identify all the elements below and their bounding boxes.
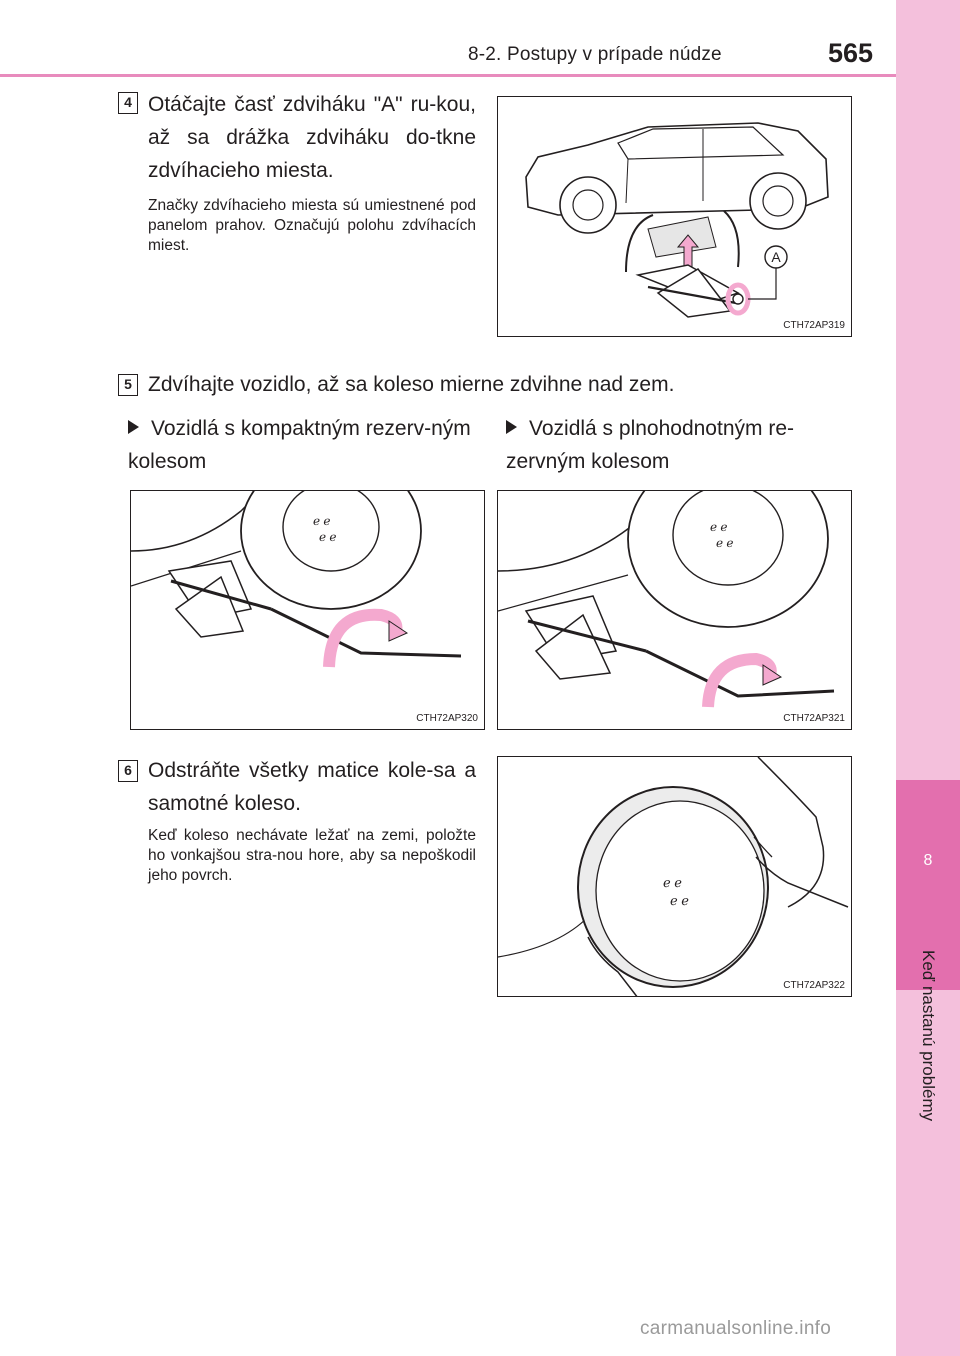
chapter-label: Keď nastanú problémy: [919, 950, 938, 1122]
option-label: Vozidlá s plnohodnotným re-zervným kolesom: [506, 417, 794, 473]
car-jack-illustration: [498, 97, 852, 337]
figure-code: CTH72AP319: [783, 320, 845, 331]
svg-text:ℯ ℯ: ℯ ℯ: [710, 520, 728, 534]
step-4-note: Značky zdvíhacieho miesta sú umiestnené pod panelom prahov. Označujú polohu zdvíhacích miest.: [148, 197, 476, 254]
triangle-bullet-icon: [128, 420, 139, 434]
figure-code: CTH72AP320: [416, 713, 478, 724]
svg-text:ℯ ℯ: ℯ ℯ: [313, 514, 331, 528]
chapter-number: 8: [923, 852, 933, 869]
option-compact-spare: [128, 412, 478, 478]
compact-jack-illustration: [131, 491, 485, 730]
figure-code: CTH72AP321: [783, 713, 845, 724]
svg-text:ℯ ℯ: ℯ ℯ: [319, 530, 337, 544]
step-6-text: Odstráňte všetky matice kole-sa a samotné koleso.: [148, 759, 476, 815]
svg-text:ℯ ℯ: ℯ ℯ: [670, 893, 689, 908]
step-6-note: Keď koleso nechávate ležať na zemi, položte ho vonkajšou stra-nou hore, aby sa nepoškodil jeho povrch.: [148, 827, 476, 884]
step-5-text: Zdvíhajte vozidlo, až sa koleso mierne zdvihne nad zem.: [148, 373, 675, 396]
step-number-badge: 6: [118, 760, 138, 782]
figure-remove-wheel: [497, 756, 852, 997]
full-jack-illustration: [498, 491, 852, 730]
svg-text:ℯ ℯ: ℯ ℯ: [716, 536, 734, 550]
watermark: carmanualsonline.info: [640, 1318, 832, 1339]
figure-full-spare-jack: [497, 490, 852, 730]
page-number: 565: [828, 38, 874, 68]
step-4-text: Otáčajte časť zdviháku "A" ru-kou, až sa drážka zdviháku do-tkne zdvíhacieho miesta.: [148, 93, 476, 182]
section-title: 8-2. Postupy v prípade núdze: [468, 44, 722, 65]
step-number-badge: 4: [118, 92, 138, 114]
step-number-badge: 5: [118, 374, 138, 396]
figure-jack-position: [497, 96, 852, 337]
wheel-removal-illustration: [498, 757, 852, 997]
header-rule: [0, 74, 896, 77]
option-label: Vozidlá s kompaktným rezerv-ným kolesom: [128, 417, 471, 473]
figure-code: CTH72AP322: [783, 980, 845, 991]
callout-label: A: [771, 249, 781, 265]
figure-compact-spare-jack: [130, 490, 485, 730]
svg-text:ℯ ℯ: ℯ ℯ: [663, 875, 682, 890]
option-full-spare: [506, 412, 856, 478]
triangle-bullet-icon: [506, 420, 517, 434]
